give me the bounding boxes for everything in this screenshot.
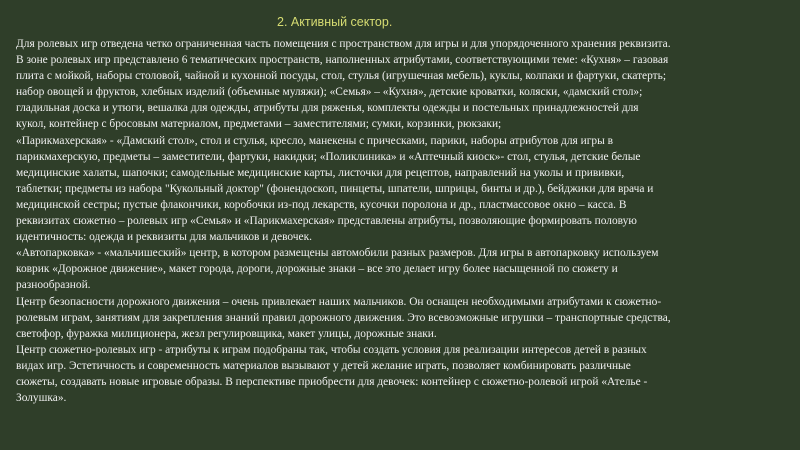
text-line: медицинской сестры; пустые флакончики, коробочки из-под лекарств, кусочки поролона и др., пластмассовое окно – касса. В xyxy=(16,198,627,211)
text-line: парикмахерскую, предметы – заместители, фартуки, накидки; «Поликлиника» и «Аптечный киоск»- стол, стулья, детские белые xyxy=(16,150,641,163)
text-line: Для ролевых игр отведена четко ограниченная часть помещения с пространством для игры и для упорядоченного хранения реквизита. xyxy=(16,38,671,50)
text-line: «Автопарковка» - «мальчишеский» центр, в котором размещены автомобили разных размеров. Для игры в автопарковку используем xyxy=(16,247,659,260)
text-line: медицинские халаты, шапочки; самодельные медицинские карты, листочки для рецептов, направлений на уколы и прививки, xyxy=(16,166,625,179)
section-heading-period: . xyxy=(388,15,393,29)
text-line: «Парикмахерская» - «Дамский стол», стол и стулья, кресло, манекены с прическами, парики, наборы атрибутов для игры в xyxy=(16,134,613,147)
text-line: таблетки; предметы из набора "Кукольный доктор" (фонендоскоп, пинцеты, шпатели, шприцы, бинты и др.), бейджики для врача и xyxy=(16,182,654,195)
text-line: коврик «Дорожное движение», макет города, дороги, дорожные знаки – все это делает игру более насыщенной по сюжету и xyxy=(16,263,618,276)
text-line: сюжеты, создавать новые игровые образы. В перспективе приобрести для девочек: контейнер с сюжетно-ролевой игрой «Ателье - xyxy=(16,375,648,388)
text-line: Золушка». xyxy=(16,392,67,405)
text-line: реквизитах сюжетно – ролевых игр «Семья» и «Парикмахерская» представлены атрибуты, позволяющие формировать половую xyxy=(16,215,637,228)
section-heading xyxy=(277,15,392,29)
text-line: светофор, фуражка милиционера, жезл регулировщика, макет улицы, дорожные знаки. xyxy=(16,327,437,340)
text-line: кукол, контейнер с бросовым материалом, предметами – заместителями; сумки, корзинки, рюкзаки; xyxy=(16,118,502,131)
text-line: видах игр. Эстетичность и современность материалов вызывают у детей желание играть, позволяет комбинировать различные xyxy=(16,359,631,372)
section-heading-text: 2. Активный сектор xyxy=(277,15,389,29)
text-line: плита с мойкой, наборы столовой, чайной и кухонной посуды, стол, стулья (игрушечная мебель), куклы, колпаки и фартуки, скатерть; xyxy=(16,70,666,83)
text-line: гладильная доска и утюги, вешалка для одежды, атрибуты для ряженья, комплекты одежды и постельных принадлежностей для xyxy=(16,102,639,115)
text-line: идентичность: одежда и реквизиты для мальчиков и девочек. xyxy=(16,231,312,244)
body-text xyxy=(16,36,788,406)
text-line: Центр безопасности дорожного движения – очень привлекает наших мальчиков. Он оснащен необходимыми атрибутами к сюжетно- xyxy=(16,295,662,308)
text-line: разнообразной. xyxy=(16,279,91,292)
text-line: ролевым играм, занятиям для закрепления знаний правил дорожного движения. Это всевозможные игрушки – транспортные средства, xyxy=(16,311,671,324)
text-line: набор овощей и фруктов, хлебных изделий (объемные муляжи); «Семья» – «Кухня», детские кроватки, коляски, «дамский стол»; xyxy=(16,86,643,99)
text-line: Центр сюжетно-ролевых игр - атрибуты к играм подобраны так, чтобы создать условия для реализации интересов детей в разных xyxy=(16,343,647,356)
text-line: В зоне ролевых игр представлено 6 тематических пространств, наполненных атрибутами, соответствующими теме: «Кухня» – газовая xyxy=(16,54,669,67)
